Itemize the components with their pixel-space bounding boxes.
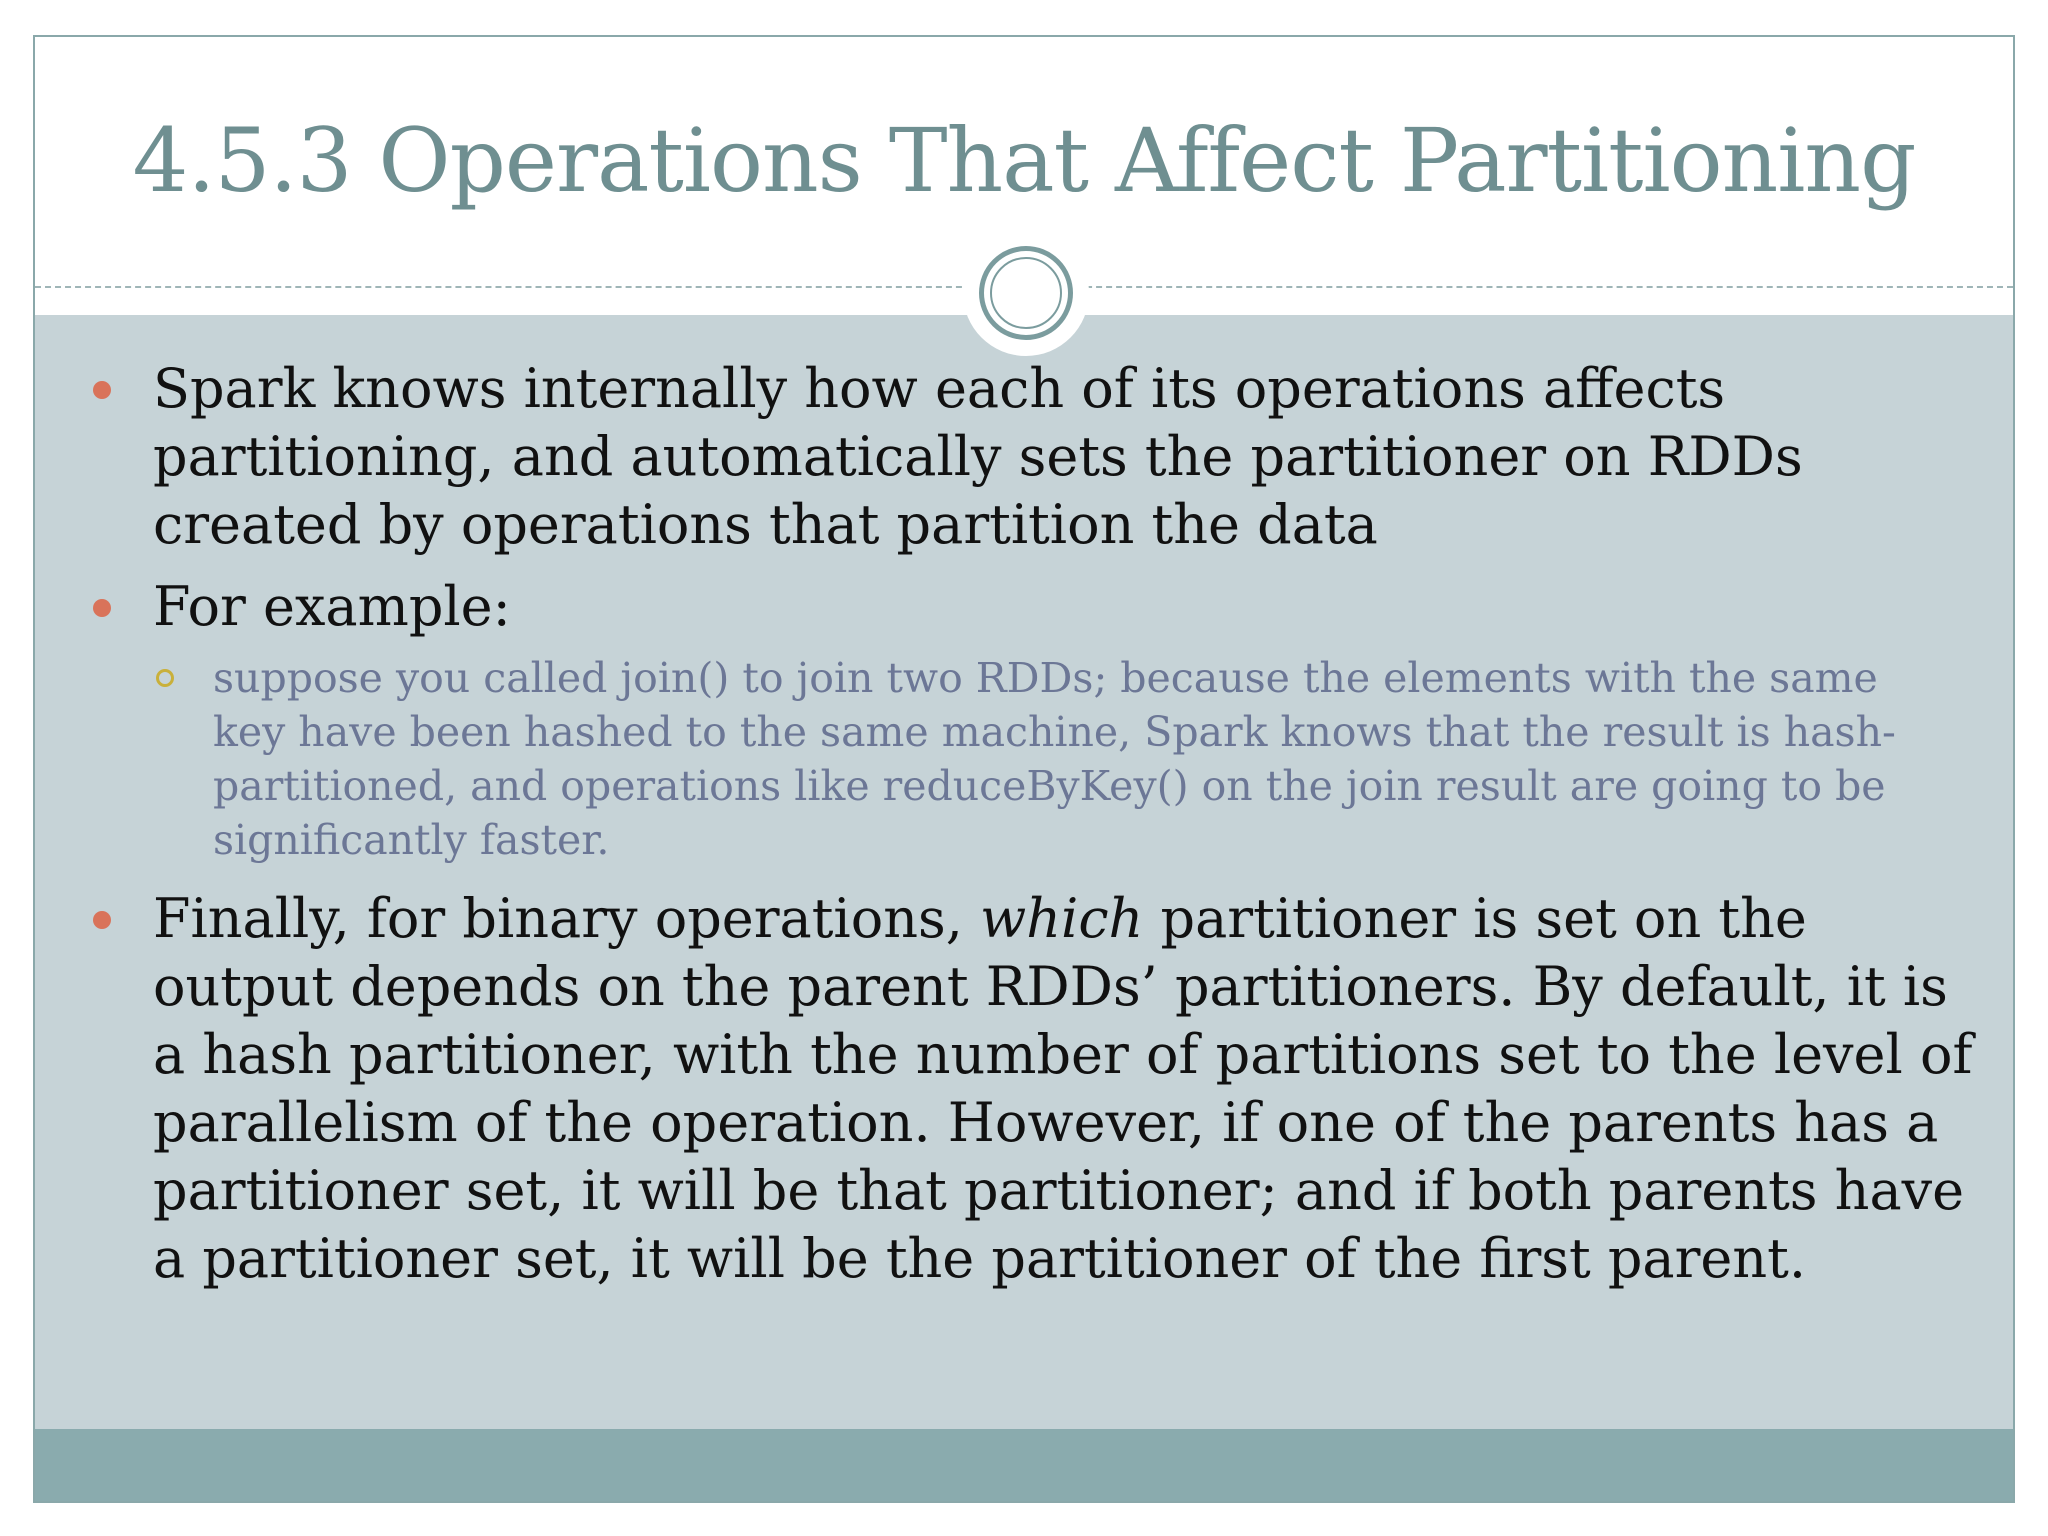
bullet-item <box>35 573 2013 641</box>
inner-circle-ornament-icon <box>990 257 1062 329</box>
bullet-item <box>35 885 2013 1293</box>
bullet-list <box>35 355 2013 1293</box>
bullet-text-before: Finally, for binary operations, <box>153 887 981 950</box>
sub-bullet-text: suppose you called join() to join two RDDs; because the elements with the same key have been hashed to the same machine, Spark knows that the result is hash-partitioned, and operations like reduceByKey() on the join result are going to be significantly faster. <box>213 654 1896 864</box>
bullet-dot-icon <box>93 911 111 929</box>
footer-band <box>35 1429 2013 1501</box>
bullet-text: For example: <box>153 575 511 638</box>
sub-bullet-item <box>35 651 2013 867</box>
bullet-item <box>35 355 2013 559</box>
bullet-dot-icon <box>93 381 111 399</box>
slide-title: 4.5.3 Operations That Affect Partitioning <box>132 109 1916 212</box>
bullet-text-after: partitioner is set on the output depends on the parent RDDs’ partitioners. By default, it is a hash partitioner, with the number of partitions set to the level of parallelism of the operation. However, if one of the parents has a partitioner set, it will be that partitioner; and if both parents have a partitioner set, it will be the partitioner of the first parent. <box>153 887 1973 1290</box>
bullet-dot-icon <box>93 599 111 617</box>
bullet-text: Spark knows internally how each of its operations affects partitioning, and automatically sets the partitioner on RDDs created by operations that partition the data <box>153 357 1803 556</box>
bullet-text-emphasis: which <box>980 887 1144 950</box>
slide <box>33 35 2015 1503</box>
sub-bullet-ring-icon <box>156 669 174 687</box>
